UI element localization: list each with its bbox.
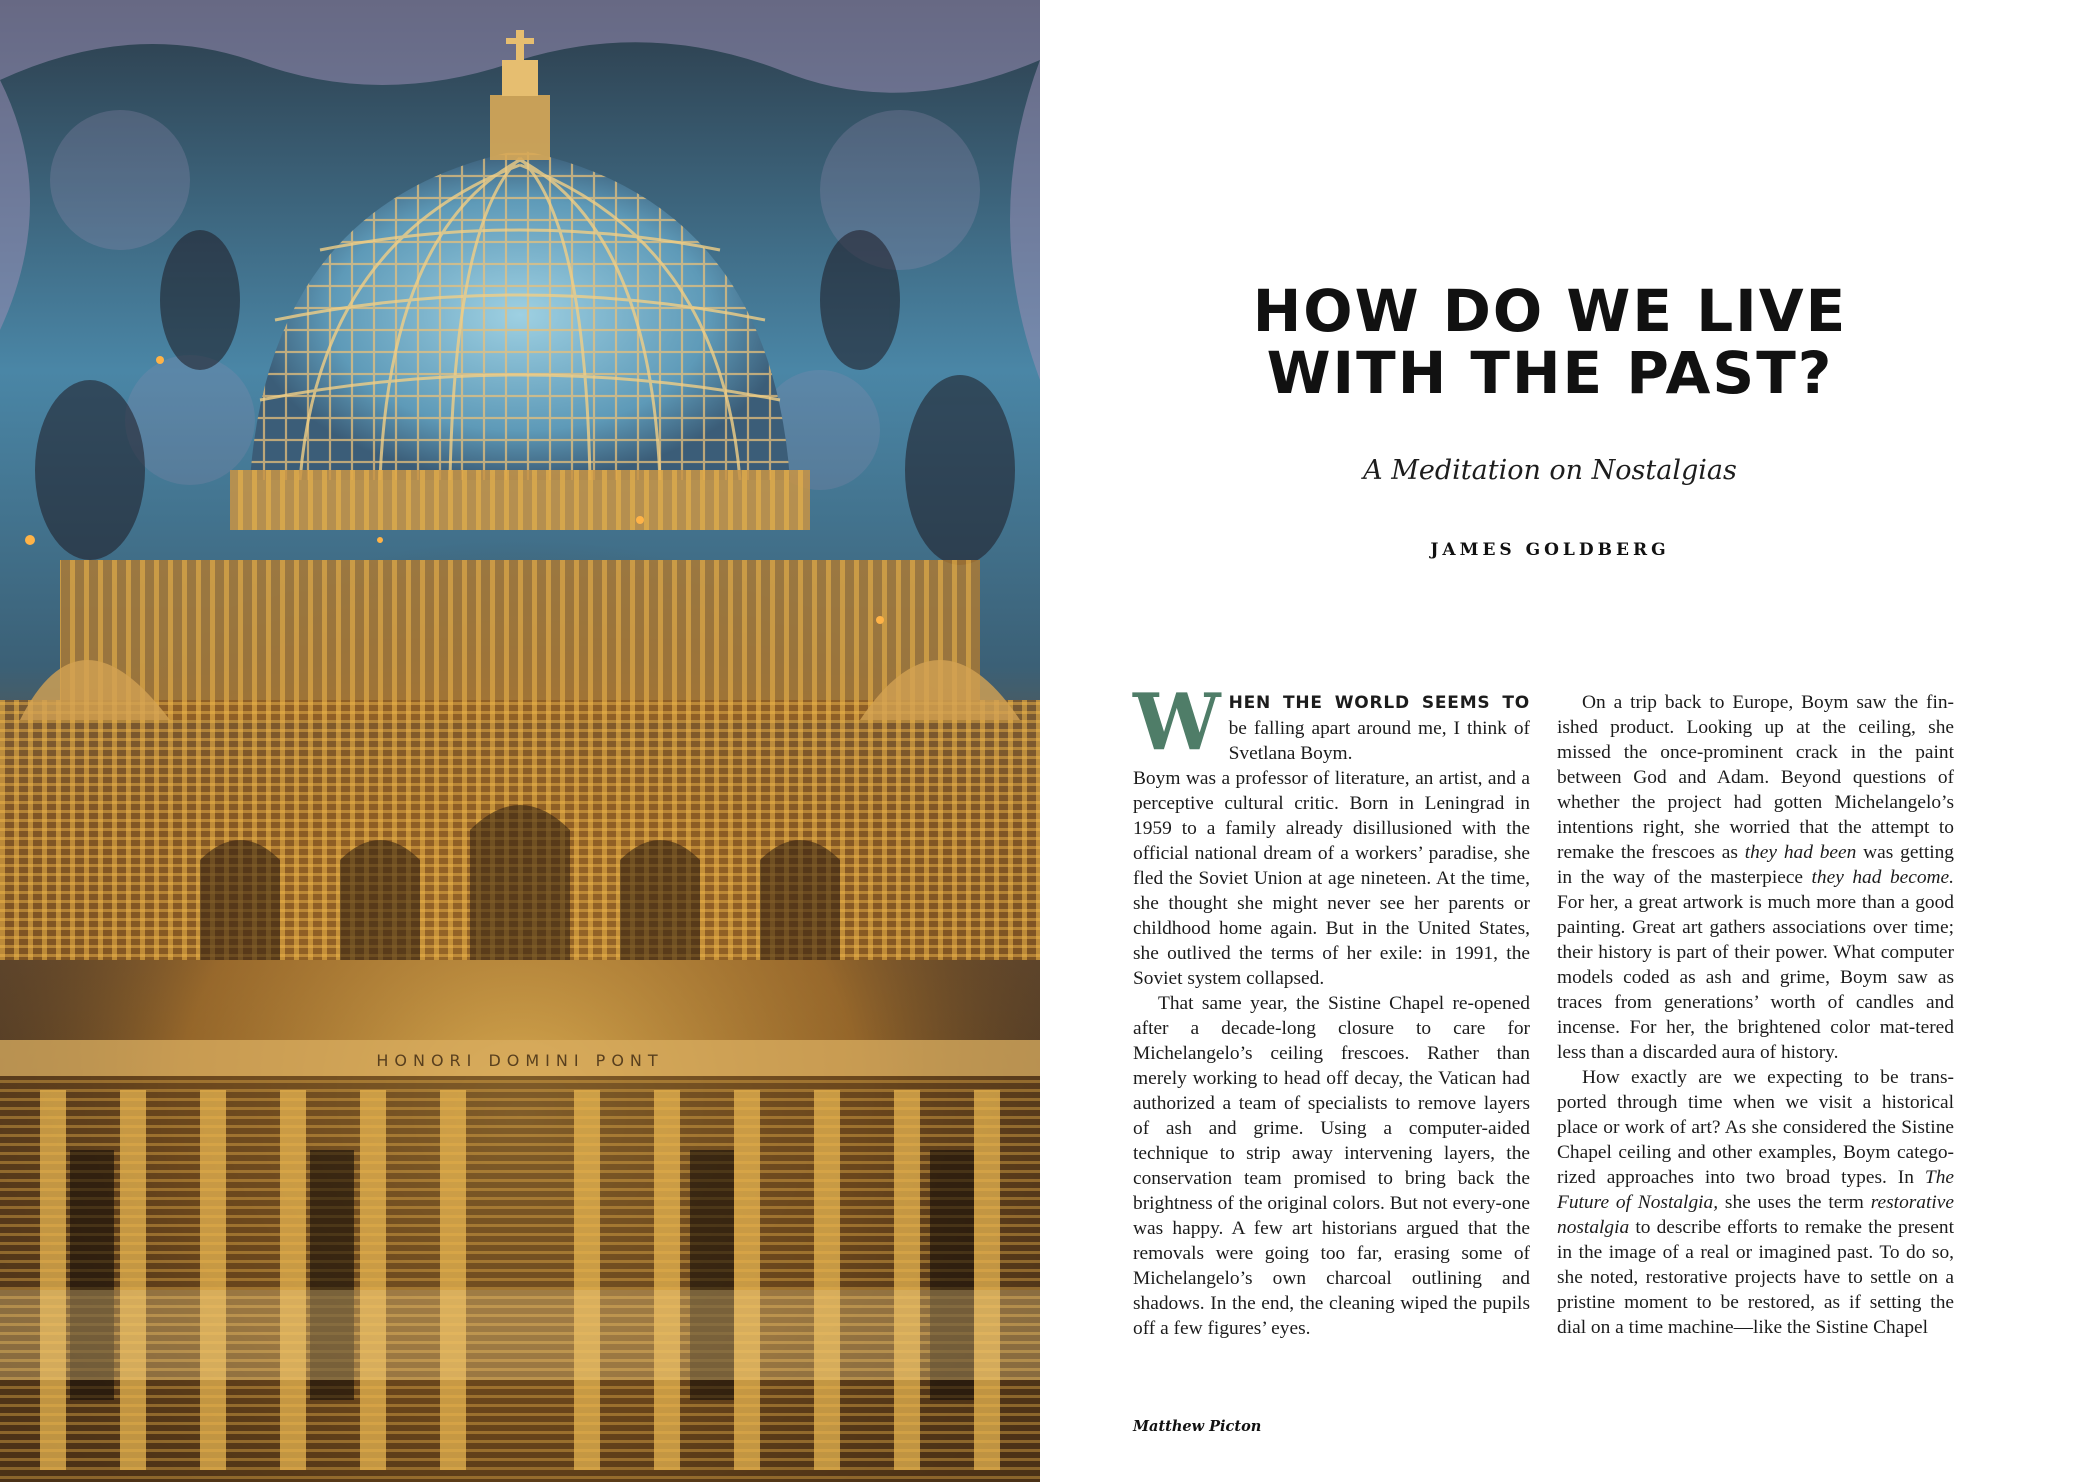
text-run: For her, a great artwork is much more than a good painting. Great art gathers associations over time; their history is part of their power. What computer models coded as ash and grime, Boym saw as traces from generations’ worth of candles and incense. For her, the brightened color mat-tered less than a discarded aura of history. — [1557, 892, 1954, 1063]
headline-line-2: WITH THE PAST? — [1266, 339, 1834, 407]
text-run: she uses the term — [1718, 1192, 1871, 1213]
italic-run: they had become. — [1811, 867, 1955, 888]
headline-line-1: HOW DO WE LIVE — [1252, 277, 1848, 345]
paragraph-opening — [1133, 677, 1530, 768]
paragraph — [1557, 690, 1954, 1065]
article-subtitle: A Meditation on Nostalgias — [1363, 455, 1737, 486]
text-run: to describe efforts to remake the present in the image of a real or imagined past. To do so, she noted, restorative projects have to settle on a pristine moment to be restored, as if setting the dial on a time machine—like the Sistine Chapel — [1557, 1217, 1954, 1338]
body-column-left — [1133, 677, 1530, 1341]
paragraph: Boym was a professor of literature, an artist, and a perceptive cultural critic. Born in Leningrad in 1959 to a family already disillusioned with the official national dream of a workers’ paradise, she fled the Soviet Union at age nineteen. At the time, she thought she might never see her parents or childhood home again. But in the United States, she outlived the terms of her exile: in 1991, the Soviet system collapsed. — [1133, 768, 1530, 989]
body-column-right — [1557, 690, 1954, 1340]
paragraph — [1557, 1065, 1954, 1340]
italic-run: they had been — [1744, 842, 1857, 863]
italic-run: The Future of Nostalgia, — [1557, 1167, 1954, 1213]
lead-in-text: HEN THE WORLD SEEMS TO — [1228, 693, 1530, 713]
author-byline: JAMES GOLDBERG — [1430, 540, 1670, 560]
paragraph: That same year, the Sistine Chapel re-opened after a decade-long closure to care for Michelangelo’s ceiling frescoes. Rather than merely working to head off decay, the Vatican had authorized a team of specialists to remove layers of ash and grime. Using a computer-aided technique to strip away intervening layers, the conservation team promised to bring back the brightness of the original colors. But not every-one was happy. A few art historians argued that the removals were going too far, erasing some of Michelangelo’s own charcoal outlining and shadows. In the end, the cleaning wiped the pupils off a few figures’ eyes. — [1133, 993, 1530, 1339]
text-run: How exactly are we expecting to be trans-ported through time when we visit a historical place or work of art? As she considered the Sistine Chapel ceiling and other examples, Boym catego-rized approaches into two broad types. In — [1557, 1067, 1954, 1188]
text-run: On a trip back to Europe, Boym saw the fin-ished product. Looking up at the ceiling, she missed the once-prominent crack in the paint between God and Adam. Beyond questions of whether the project had gotten Michelangelo’s intentions right, she worried that the attempt to remake the frescoes as — [1557, 692, 1954, 863]
illustration-credit: Matthew Picton — [1133, 1418, 1262, 1435]
article-headline — [1150, 277, 1950, 407]
opening-text: be falling apart around me, I think of Svetlana Boym. — [1228, 718, 1530, 764]
carved-inscription: HONORI DOMINI PONT — [376, 1051, 664, 1070]
italic-run: restorative nostalgia — [1557, 1192, 1954, 1238]
text-run: was getting in the way of the masterpiece — [1557, 842, 1954, 888]
drop-cap: W — [1133, 677, 1221, 768]
